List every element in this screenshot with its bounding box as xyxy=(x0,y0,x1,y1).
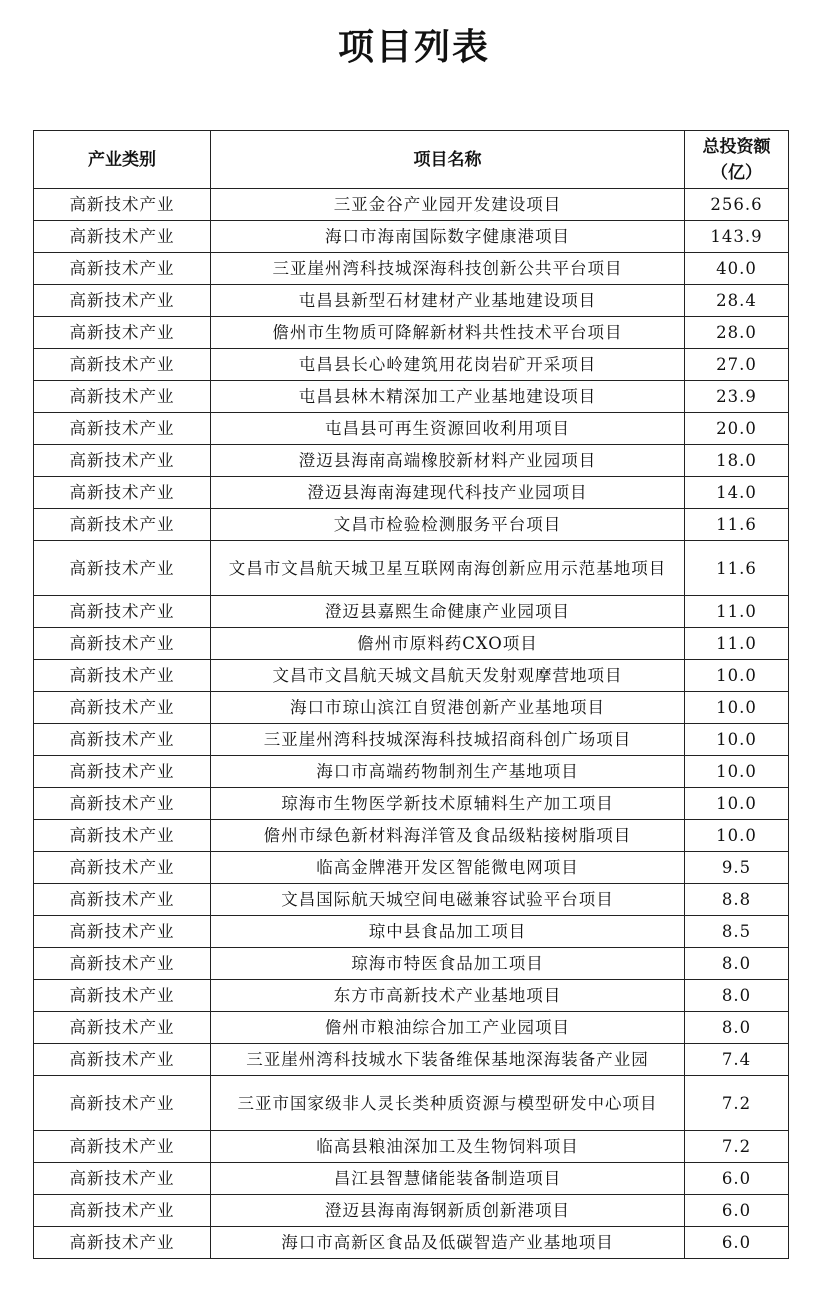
table-row xyxy=(34,1227,789,1259)
table-row xyxy=(34,628,789,660)
amount-cell: 11.0 xyxy=(685,628,789,660)
category-cell: 高新技术产业 xyxy=(34,596,211,628)
category-cell: 高新技术产业 xyxy=(34,509,211,541)
table-row xyxy=(34,1163,789,1195)
amount-cell: 7.2 xyxy=(685,1131,789,1163)
table-row xyxy=(34,413,789,445)
amount-cell: 9.5 xyxy=(685,852,789,884)
table-body xyxy=(34,189,789,1259)
amount-cell: 27.0 xyxy=(685,349,789,381)
table-row xyxy=(34,285,789,317)
amount-cell: 7.4 xyxy=(685,1044,789,1076)
category-cell: 高新技术产业 xyxy=(34,477,211,509)
category-cell: 高新技术产业 xyxy=(34,788,211,820)
category-cell: 高新技术产业 xyxy=(34,660,211,692)
category-cell: 高新技术产业 xyxy=(34,349,211,381)
category-cell: 高新技术产业 xyxy=(34,189,211,221)
project-name-cell: 文昌市文昌航天城卫星互联网南海创新应用示范基地项目 xyxy=(211,541,685,596)
project-name-cell: 三亚崖州湾科技城水下装备维保基地深海装备产业园 xyxy=(211,1044,685,1076)
project-name-cell: 琼海市特医食品加工项目 xyxy=(211,948,685,980)
category-cell: 高新技术产业 xyxy=(34,852,211,884)
amount-cell: 10.0 xyxy=(685,692,789,724)
category-cell: 高新技术产业 xyxy=(34,820,211,852)
project-name-cell: 文昌市检验检测服务平台项目 xyxy=(211,509,685,541)
amount-cell: 40.0 xyxy=(685,253,789,285)
table-row xyxy=(34,1076,789,1131)
category-cell: 高新技术产业 xyxy=(34,1195,211,1227)
page-title: 项目列表 xyxy=(337,27,490,68)
project-name-cell: 海口市高新区食品及低碳智造产业基地项目 xyxy=(211,1227,685,1259)
table-row xyxy=(34,1012,789,1044)
category-cell: 高新技术产业 xyxy=(34,1076,211,1131)
amount-cell: 6.0 xyxy=(685,1227,789,1259)
table-row xyxy=(34,980,789,1012)
table-row xyxy=(34,660,789,692)
amount-cell: 8.0 xyxy=(685,1012,789,1044)
category-cell: 高新技术产业 xyxy=(34,221,211,253)
amount-cell: 256.6 xyxy=(685,189,789,221)
amount-cell: 8.0 xyxy=(685,980,789,1012)
table-row xyxy=(34,596,789,628)
category-cell: 高新技术产业 xyxy=(34,1012,211,1044)
project-name-cell: 三亚金谷产业园开发建设项目 xyxy=(211,189,685,221)
amount-cell: 7.2 xyxy=(685,1076,789,1131)
table-row xyxy=(34,692,789,724)
project-name-cell: 澄迈县海南海钢新质创新港项目 xyxy=(211,1195,685,1227)
amount-cell: 18.0 xyxy=(685,445,789,477)
amount-cell: 143.9 xyxy=(685,221,789,253)
amount-cell: 10.0 xyxy=(685,660,789,692)
category-cell: 高新技术产业 xyxy=(34,884,211,916)
amount-cell: 8.0 xyxy=(685,948,789,980)
category-cell: 高新技术产业 xyxy=(34,628,211,660)
category-cell: 高新技术产业 xyxy=(34,317,211,349)
header-category: 产业类别 xyxy=(34,131,211,189)
table-row xyxy=(34,349,789,381)
amount-cell: 28.4 xyxy=(685,285,789,317)
header-total-investment: 总投资额（亿） xyxy=(685,131,789,189)
category-cell: 高新技术产业 xyxy=(34,1163,211,1195)
amount-cell: 6.0 xyxy=(685,1195,789,1227)
category-cell: 高新技术产业 xyxy=(34,692,211,724)
category-cell: 高新技术产业 xyxy=(34,413,211,445)
table-row xyxy=(34,788,789,820)
project-name-cell: 东方市高新技术产业基地项目 xyxy=(211,980,685,1012)
amount-cell: 6.0 xyxy=(685,1163,789,1195)
project-name-cell: 琼海市生物医学新技术原辅料生产加工项目 xyxy=(211,788,685,820)
project-name-cell: 海口市海南国际数字健康港项目 xyxy=(211,221,685,253)
amount-cell: 20.0 xyxy=(685,413,789,445)
project-name-cell: 三亚崖州湾科技城深海科技创新公共平台项目 xyxy=(211,253,685,285)
amount-cell: 14.0 xyxy=(685,477,789,509)
header-project-name: 项目名称 xyxy=(211,131,685,189)
category-cell: 高新技术产业 xyxy=(34,541,211,596)
project-name-cell: 海口市高端药物制剂生产基地项目 xyxy=(211,756,685,788)
table-row xyxy=(34,509,789,541)
amount-cell: 23.9 xyxy=(685,381,789,413)
project-name-cell: 文昌国际航天城空间电磁兼容试验平台项目 xyxy=(211,884,685,916)
project-name-cell: 屯昌县新型石材建材产业基地建设项目 xyxy=(211,285,685,317)
amount-cell: 11.0 xyxy=(685,596,789,628)
table-row xyxy=(34,253,789,285)
category-cell: 高新技术产业 xyxy=(34,916,211,948)
project-name-cell: 澄迈县海南海建现代科技产业园项目 xyxy=(211,477,685,509)
table-row xyxy=(34,884,789,916)
amount-cell: 28.0 xyxy=(685,317,789,349)
project-name-cell: 三亚市国家级非人灵长类种质资源与模型研发中心项目 xyxy=(211,1076,685,1131)
table-row xyxy=(34,1044,789,1076)
project-name-cell: 澄迈县嘉熙生命健康产业园项目 xyxy=(211,596,685,628)
project-name-cell: 三亚崖州湾科技城深海科技城招商科创广场项目 xyxy=(211,724,685,756)
category-cell: 高新技术产业 xyxy=(34,724,211,756)
amount-cell: 11.6 xyxy=(685,509,789,541)
category-cell: 高新技术产业 xyxy=(34,948,211,980)
category-cell: 高新技术产业 xyxy=(34,1131,211,1163)
table-row xyxy=(34,541,789,596)
table-row xyxy=(34,477,789,509)
table-row xyxy=(34,1195,789,1227)
category-cell: 高新技术产业 xyxy=(34,1227,211,1259)
project-name-cell: 昌江县智慧储能装备制造项目 xyxy=(211,1163,685,1195)
project-name-cell: 儋州市粮油综合加工产业园项目 xyxy=(211,1012,685,1044)
table-row xyxy=(34,317,789,349)
table-row xyxy=(34,820,789,852)
category-cell: 高新技术产业 xyxy=(34,285,211,317)
amount-cell: 8.8 xyxy=(685,884,789,916)
amount-cell: 10.0 xyxy=(685,820,789,852)
table-row xyxy=(34,948,789,980)
category-cell: 高新技术产业 xyxy=(34,445,211,477)
amount-cell: 10.0 xyxy=(685,788,789,820)
table-row xyxy=(34,756,789,788)
table-row xyxy=(34,445,789,477)
project-name-cell: 儋州市生物质可降解新材料共性技术平台项目 xyxy=(211,317,685,349)
project-table xyxy=(33,130,789,1259)
project-name-cell: 海口市琼山滨江自贸港创新产业基地项目 xyxy=(211,692,685,724)
project-name-cell: 琼中县食品加工项目 xyxy=(211,916,685,948)
amount-cell: 11.6 xyxy=(685,541,789,596)
category-cell: 高新技术产业 xyxy=(34,381,211,413)
category-cell: 高新技术产业 xyxy=(34,253,211,285)
amount-cell: 10.0 xyxy=(685,724,789,756)
project-name-cell: 临高金牌港开发区智能微电网项目 xyxy=(211,852,685,884)
table-row xyxy=(34,852,789,884)
category-cell: 高新技术产业 xyxy=(34,756,211,788)
project-name-cell: 屯昌县林木精深加工产业基地建设项目 xyxy=(211,381,685,413)
amount-cell: 10.0 xyxy=(685,756,789,788)
table-row xyxy=(34,221,789,253)
project-name-cell: 文昌市文昌航天城文昌航天发射观摩营地项目 xyxy=(211,660,685,692)
table-row xyxy=(34,189,789,221)
project-name-cell: 儋州市绿色新材料海洋管及食品级粘接树脂项目 xyxy=(211,820,685,852)
table-header-row xyxy=(34,131,789,189)
project-name-cell: 儋州市原料药CXO项目 xyxy=(211,628,685,660)
table-row xyxy=(34,1131,789,1163)
project-name-cell: 屯昌县长心岭建筑用花岗岩矿开采项目 xyxy=(211,349,685,381)
category-cell: 高新技术产业 xyxy=(34,1044,211,1076)
table-row xyxy=(34,381,789,413)
table-row xyxy=(34,916,789,948)
project-name-cell: 澄迈县海南高端橡胶新材料产业园项目 xyxy=(211,445,685,477)
category-cell: 高新技术产业 xyxy=(34,980,211,1012)
table-row xyxy=(34,724,789,756)
project-name-cell: 屯昌县可再生资源回收利用项目 xyxy=(211,413,685,445)
amount-cell: 8.5 xyxy=(685,916,789,948)
project-name-cell: 临高县粮油深加工及生物饲料项目 xyxy=(211,1131,685,1163)
